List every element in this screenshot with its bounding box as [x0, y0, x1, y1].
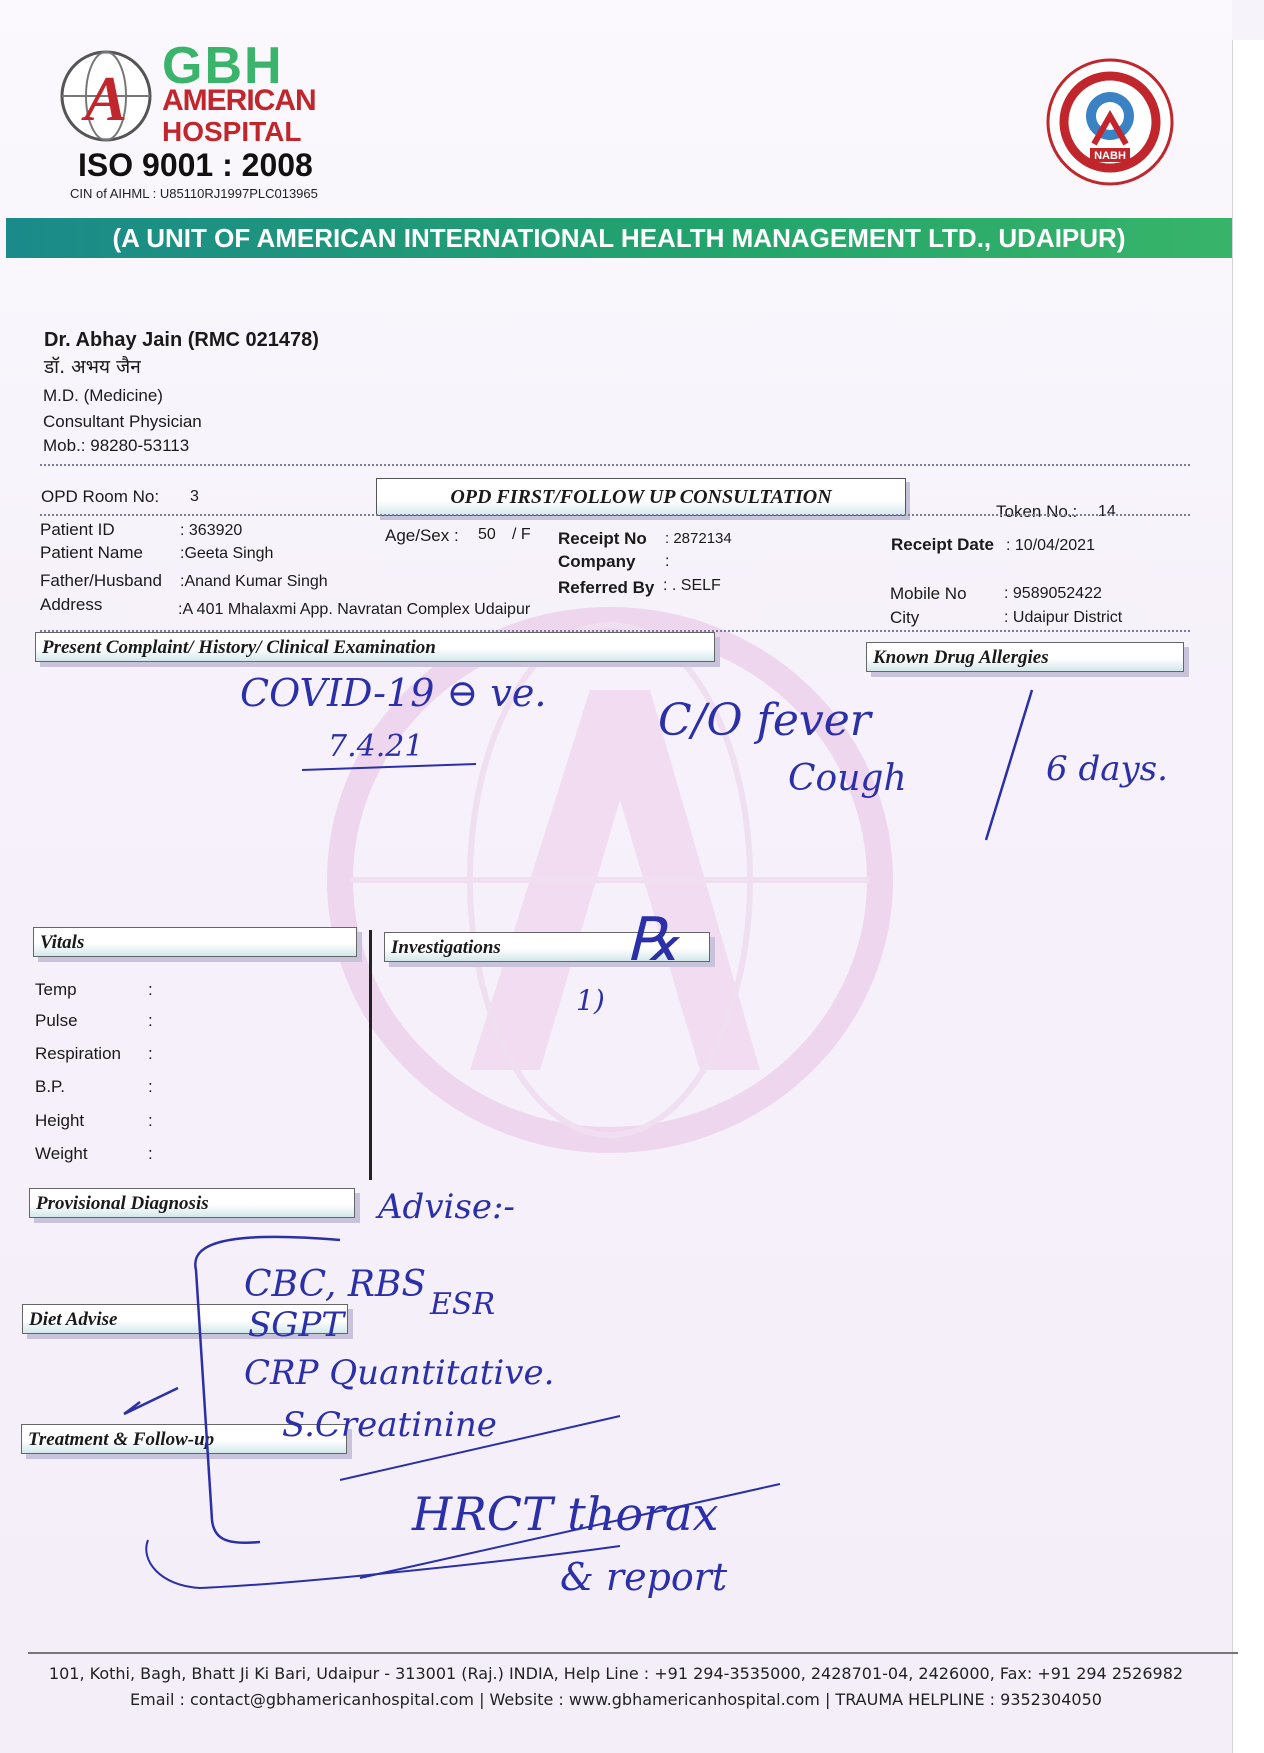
footer-address: 101, Kothi, Bagh, Bhatt Ji Ki Bari, Udaipur - 313001 (Raj.) INDIA, Help Line : +91 294-3535000, 2428701-04, 2426000, Fax: +91 294 2526982	[48, 1664, 1184, 1683]
opd-room-value: 3	[190, 488, 199, 505]
address-value: :A 401 Mhalaxmi App. Navratan Complex Udaipur	[178, 601, 531, 618]
agesex-label: Age/Sex :	[385, 526, 459, 545]
opd-room-label: OPD Room No:	[41, 487, 160, 506]
unit-banner: (A UNIT OF AMERICAN INTERNATIONAL HEALTH MANAGEMENT LTD., UDAIPUR)	[6, 218, 1232, 258]
company-label: Company	[558, 552, 636, 571]
logo-american: AMERICAN	[162, 84, 316, 117]
vital-colon: :	[148, 1011, 153, 1030]
mobile-value: : 9589052422	[1004, 585, 1102, 602]
token-label: Token No.:	[996, 502, 1078, 521]
cin-number: CIN of AIHML : U85110RJ1997PLC013965	[70, 186, 318, 201]
city-value: : Udaipur District	[1004, 609, 1123, 626]
vital-colon: :	[148, 1144, 153, 1163]
section-provisional-diagnosis: Provisional Diagnosis	[29, 1188, 355, 1218]
vital-label: Pulse	[35, 1011, 78, 1030]
hw-tests-2: SGPT	[248, 1305, 345, 1345]
hw-covid-date: 7.4.21	[328, 729, 424, 764]
city-label: City	[890, 608, 920, 627]
referred-label: Referred By	[558, 578, 655, 597]
hw-report: & report	[560, 1555, 728, 1599]
footer-rule	[28, 1652, 1238, 1654]
referred-value: : . SELF	[663, 577, 721, 594]
footer-contact: Email : contact@gbhamericanhospital.com | Website : www.gbhamericanhospital.com | TRAUMA HELPLINE : 9352304050	[130, 1690, 1102, 1709]
hw-complaint-cough: Cough	[788, 758, 907, 799]
section-investigations: Investigations	[384, 932, 710, 962]
consultation-title: OPD FIRST/FOLLOW UP CONSULTATION	[376, 478, 906, 516]
receipt-date-value: : 10/04/2021	[1006, 537, 1095, 554]
patient-name-label: Patient Name	[40, 543, 143, 562]
hw-rx: ℞	[626, 905, 680, 975]
vital-colon: :	[148, 1111, 153, 1130]
receipt-date-label: Receipt Date	[891, 535, 994, 554]
logo-hospital: HOSPITAL	[162, 116, 302, 147]
vital-label: Temp	[35, 980, 77, 999]
section-allergies: Known Drug Allergies	[866, 642, 1184, 672]
section-treatment: Treatment & Follow-up	[21, 1424, 347, 1454]
nabh-label: NABH	[1094, 150, 1126, 162]
hw-hrct: HRCT thorax	[412, 1487, 719, 1541]
logo-gbh: GBH	[162, 37, 284, 95]
vital-label: B.P.	[35, 1077, 65, 1096]
hw-tests-1: CBC, RBS	[244, 1264, 427, 1305]
company-value: :	[665, 553, 670, 570]
doctor-name: Dr. Abhay Jain (RMC 021478)	[44, 329, 319, 351]
vital-label: Respiration	[35, 1044, 121, 1063]
hw-tests-3: CRP Quantitative.	[244, 1353, 555, 1393]
patient-id-value: : 363920	[180, 522, 243, 539]
receipt-label: Receipt No	[558, 529, 647, 548]
patient-id-label: Patient ID	[40, 520, 115, 539]
sex-value: / F	[512, 526, 531, 543]
iso-certification: ISO 9001 : 2008	[78, 147, 313, 183]
age-value: 50	[478, 526, 496, 543]
mobile-label: Mobile No	[890, 584, 967, 603]
hw-covid: COVID-19 ⊖ ve.	[240, 671, 547, 715]
hw-tests-esr: ESR	[430, 1287, 496, 1322]
vital-label: Weight	[35, 1144, 88, 1163]
vital-colon: :	[148, 1077, 153, 1096]
hw-complaint-fever: C/O fever	[658, 695, 871, 746]
svg-text:A: A	[84, 63, 128, 134]
vital-colon: :	[148, 1044, 153, 1063]
vital-label: Height	[35, 1111, 85, 1130]
hw-duration: 6 days.	[1046, 749, 1168, 789]
address-label: Address	[40, 595, 103, 614]
token-value: 14	[1098, 503, 1116, 520]
section-vitals: Vitals	[33, 927, 357, 957]
patient-name-value: :Geeta Singh	[180, 545, 274, 562]
father-value: :Anand Kumar Singh	[180, 573, 328, 590]
section-diet-advise: Diet Advise	[22, 1304, 348, 1334]
father-label: Father/Husband	[40, 571, 162, 590]
doctor-degree: M.D. (Medicine)	[43, 386, 163, 405]
receipt-value: : 2872134	[665, 530, 732, 547]
doctor-designation: Consultant Physician	[43, 412, 202, 431]
hw-investigation-1: 1)	[576, 984, 605, 1017]
hw-tests-4: S.Creatinine	[282, 1405, 497, 1445]
doctor-name-hindi: डॉ. अभय जैन	[44, 356, 141, 378]
vital-colon: :	[148, 980, 153, 999]
section-complaint: Present Complaint/ History/ Clinical Examination	[35, 632, 715, 662]
doctor-mobile: Mob.: 98280-53113	[43, 436, 190, 455]
hw-advise: Advise:-	[378, 1187, 515, 1227]
page-edge	[1232, 40, 1264, 1753]
